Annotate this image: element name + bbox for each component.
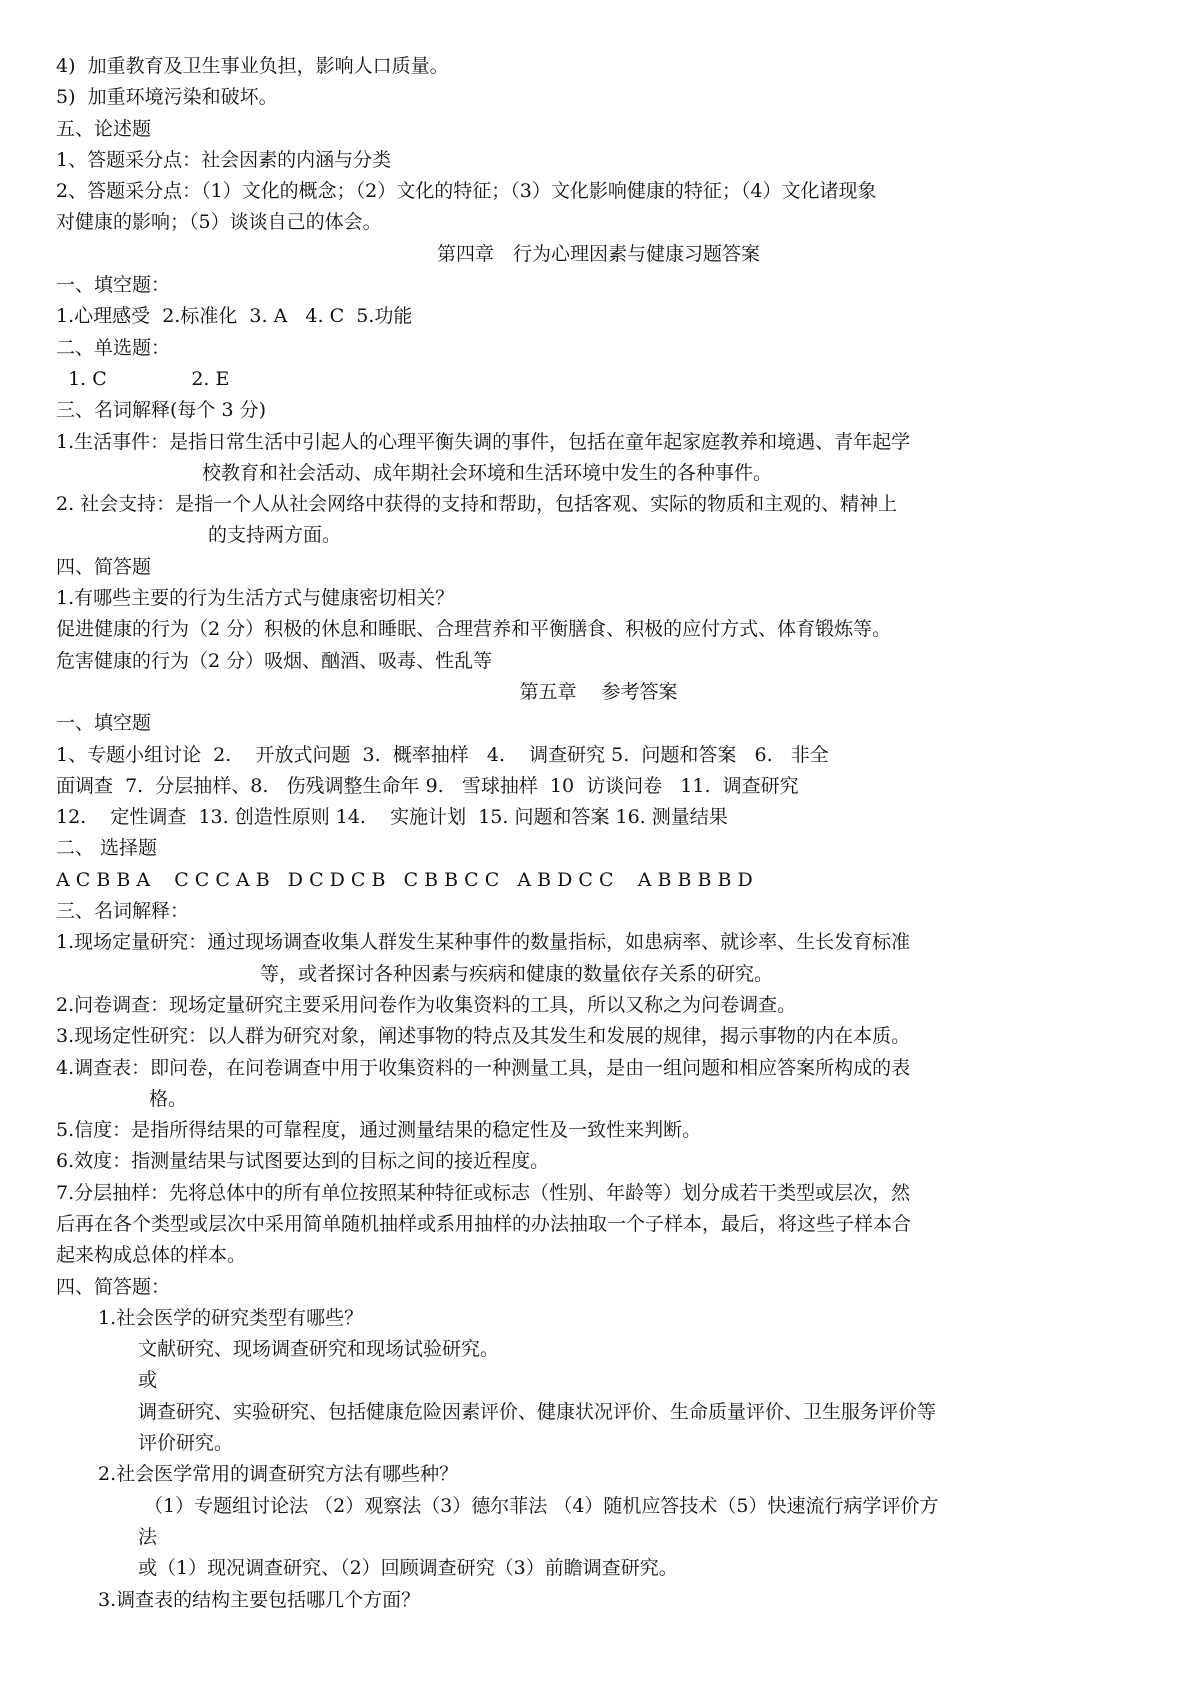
text-line: 2.问卷调查：现场定量研究主要采用问卷作为收集资料的工具，所以又称之为问卷调查。: [56, 993, 797, 1016]
text-line: 三、名词解释：: [56, 900, 190, 923]
text-line: 2.社会医学常用的调查研究方法有哪些种？: [98, 1463, 459, 1486]
chapter-heading: 第四章 行为心理因素与健康习题答案: [436, 242, 760, 265]
chapter-heading: 第五章 参考答案: [519, 680, 678, 703]
text-line: 2. 社会支持：是指一个人从社会网络中获得的支持和帮助，包括客观、实际的物质和主观的、精神上: [56, 493, 898, 516]
text-line: 4.调查表：即问卷，在问卷调查中用于收集资料的一种测量工具，是由一组问题和相应答案所构成的表: [56, 1056, 911, 1079]
text-line: A C B B A C C C A B D C D C B C B B C C A B D C C A B B B B D: [56, 868, 753, 891]
text-line: 等，或者探讨各种因素与疾病和健康的数量依存关系的研究。: [260, 962, 774, 985]
text-line: 法: [138, 1525, 158, 1548]
text-line: 校教育和社会活动、成年期社会环境和生活环境中发生的各种事件。: [202, 461, 773, 484]
text-line: 四、简答题：: [56, 1275, 171, 1298]
text-line: （1）专题组讨论法 （2）观察法（3）德尔菲法 （4）随机应答技术（5）快速流行病学评价方: [144, 1494, 939, 1517]
text-line: 起来构成总体的样本。: [56, 1244, 247, 1267]
text-line: 二、 选择题: [56, 837, 158, 860]
text-line: 面调查 7. 分层抽样、8. 伤残调整生命年 9. 雪球抽样 10 访谈问卷 11. 调查研究: [56, 774, 799, 797]
text-line: 1.有哪些主要的行为生活方式与健康密切相关？: [56, 587, 455, 610]
document-page: [56, 51, 1141, 1616]
text-line: 1.心理感受 2.标准化 3. A 4. C 5.功能: [56, 305, 413, 328]
text-line: 格。: [149, 1087, 188, 1110]
text-line: 二、单选题：: [56, 336, 171, 359]
text-line: 1.生活事件：是指日常生活中引起人的心理平衡失调的事件，包括在童年起家庭教养和境遇、青年起学: [56, 430, 911, 453]
text-line: 一、填空题: [56, 712, 152, 735]
text-line: 6.效度：指测量结果与试图要达到的目标之间的接近程度。: [56, 1150, 550, 1173]
text-line: 后再在各个类型或层次中采用简单随机抽样或系用抽样的办法抽取一个子样本，最后，将这些子样本合: [56, 1212, 912, 1235]
text-line: 3.现场定性研究：以人群为研究对象，阐述事物的特点及其发生和发展的规律，揭示事物的内在本质。: [56, 1025, 911, 1048]
text-line: 1.现场定量研究：通过现场调查收集人群发生某种事件的数量指标，如患病率、就诊率、生长发育标准: [56, 931, 911, 954]
text-line: 一、填空题：: [56, 274, 171, 297]
text-line: 三、名词解释(每个 3 分): [56, 399, 266, 422]
text-line: 1、答题采分点：社会因素的内涵与分类: [56, 148, 392, 171]
text-line: 7.分层抽样：先将总体中的所有单位按照某种特征或标志（性别、年龄等）划分成若干类型或层次，然: [56, 1181, 911, 1204]
text-line: 四、简答题: [56, 555, 152, 578]
text-line: 3.调查表的结构主要包括哪几个方面？: [98, 1588, 421, 1611]
text-line: 促进健康的行为（2 分）积极的休息和睡眠、合理营养和平衡膳食、积极的应付方式、体育锻炼等。: [56, 618, 892, 641]
text-line: 评价研究。: [138, 1432, 234, 1455]
text-line: 或: [138, 1369, 158, 1392]
text-line: 2、答题采分点：（1）文化的概念；（2）文化的特征；（3）文化影响健康的特征；（4）文化诸现象: [56, 180, 877, 203]
text-line: 危害健康的行为（2 分）吸烟、酗酒、吸毒、性乱等: [56, 649, 493, 672]
text-line: 或（1）现况调查研究、（2）回顾调查研究（3）前瞻调查研究。: [138, 1557, 678, 1580]
text-line: 1. C 2. E: [56, 367, 230, 390]
text-line: 5) 加重环境污染和破坏。: [56, 86, 278, 109]
text-line: 12. 定性调查 13. 创造性原则 14. 实施计划 15. 问题和答案 16. 测量结果: [56, 806, 728, 829]
text-line: 对健康的影响；（5）谈谈自己的体会。: [56, 211, 382, 234]
text-line: 1、专题小组讨论 2. 开放式问题 3. 概率抽样 4. 调查研究 5. 问题和答案 6. 非全: [56, 743, 829, 766]
text-line: 4) 加重教育及卫生事业负担，影响人口质量。: [56, 55, 449, 77]
text-line: 的支持两方面。: [208, 524, 342, 547]
text-line: 1.社会医学的研究类型有哪些？: [98, 1306, 364, 1329]
text-line: 调查研究、实验研究、包括健康危险因素评价、健康状况评价、生命质量评价、卫生服务评价等: [138, 1400, 937, 1423]
text-line: 文献研究、现场调查研究和现场试验研究。: [138, 1338, 500, 1361]
text-line: 五、论述题: [56, 117, 152, 140]
text-line: 5.信度：是指所得结果的可靠程度，通过测量结果的稳定性及一致性来判断。: [56, 1119, 702, 1142]
